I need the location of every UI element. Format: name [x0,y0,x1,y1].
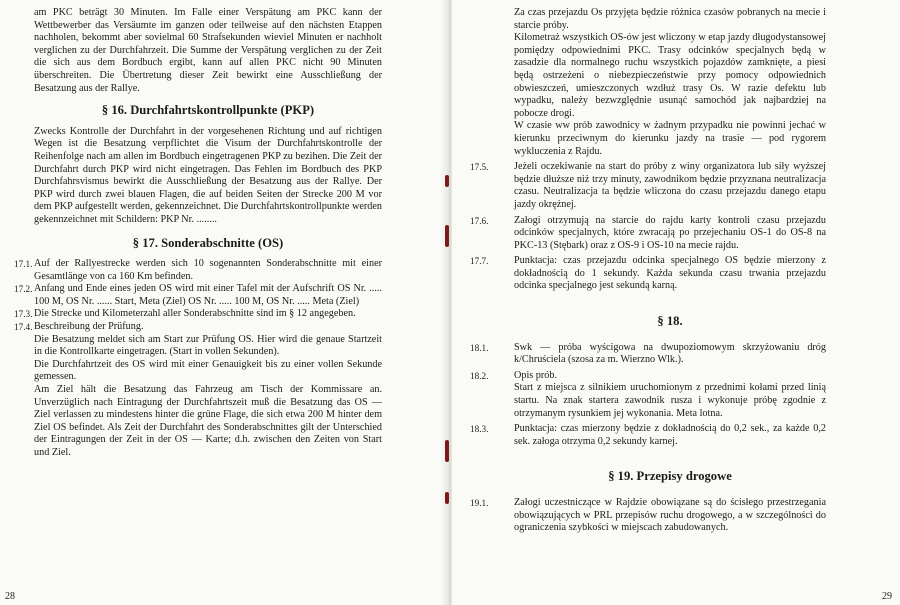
item-paragraph: Am Ziel hält die Besatzung das Fahrzeug am Tisch der Kommissare an. Unverzüglich nach Eintragung der Durchfahrtszeit muß die Besatzung das OS — Ziel verlassen zu mindestens hinter die grüne Flage, die sich etwa 200 M hinter dem Ziel OS befindet. Als Zeit der Durchfahrt des Sonderabschnittes gilt der Unterschied der Eintragungen der Zeit in der OS — Karte; d.h. zwischen den Zeiten von Start und Ziel. [34,384,382,458]
list-item [14,283,382,308]
item-number: 17.3. [14,309,33,320]
binding-mark [445,440,449,462]
item-text: Załogi otrzymują na starcie do rajdu karty kontroli czasu przejazdu odcinków specjalnych, które zwracają po przejechaniu OS-1 do OS-8 na PKC-13 (Stębark) oraz z OS-9 i OS-10 na mecie rajdu. [514,214,826,251]
item-number: 18.2. [470,370,489,381]
left-page [0,0,448,605]
item-number: 17.7. [470,256,489,267]
item-text: Beschreibung der Prüfung. [34,321,144,333]
item-text: Auf der Rallyestrecke werden sich 10 sogenannten Sonderabschnitte mit einer Gesamtlänge von ca 160 Km befinden. [34,258,382,282]
item-text: Die Strecke und Kilometerzahl aller Sonderabschnitte sind im § 12 angegeben. [34,308,356,320]
list-item [14,308,382,321]
item-text: Anfang und Ende eines jeden OS wird mit einer Tafel mit der Aufschrift OS Nr. ..... 100 M, OS Nr. ...... Start, Meta (Ziel) OS Nr. ..... 100 M, OS Nr. ..... Meta (Ziel) [34,283,382,307]
binding-mark [445,225,449,247]
section-19-heading: § 19. Przepisy drogowe [608,469,732,484]
section-16-heading: § 16. Durchfahrtskontrollpunkte (PKP) [101,103,315,118]
list-item [470,423,826,448]
continuation-paragraph: Za czas przejazdu Os przyjęta będzie różnica czasów pobranych na mecie i starcie próby. [514,7,826,31]
intro-paragraph: am PKC beträgt 30 Minuten. Im Falle einer Verspätung am PKC kann der Wettbewerber das Versäumte im ganzen oder teilweise auf den nächsten Etappen nachholen, bekommt aber sovielmal 60 Strafsekunden wieviel Minuten er nachholt verglichen zu der Durchfahrzeit. Die Summe der Verspätung verglichen zu der Zeit die sich aus dem Bordbuch ergibt, kann auf allen PKC nicht 90 Minuten überschreiten. Die Übertretung dieser Zeit bewirkt eine Ausschließung der Besatzung aus der Rallye. [34,7,382,94]
item-number: 19.1. [470,498,489,508]
list-item [470,497,826,535]
item-text: Opis prób. [514,369,558,381]
right-page-content [470,7,826,535]
continuation-paragraph: W czasie ww prób zawodnicy w żadnym przypadku nie powinni jechać w kierunku przeciwnym do kierunku jazdy na trasie — pod rygorem wykluczenia z Rajdu. [514,120,826,157]
item-number: 17.6. [470,215,489,226]
item-number: 17.2. [14,284,33,295]
list-item [514,382,826,420]
item-text: Punktacja: czas przejazdu odcinka specjalnego OS będzie mierzony z dokładnością do 1 sekundy. Każda sekunda czasu trwania przejazdu odcinka specjalnego jest sekundą karną. [514,255,826,292]
section-16-text: Zwecks Kontrolle der Durchfahrt in der vorgesehenen Richtung und auf richtigen Wegen ist die Besatzung verpflichtet die Visum der Durchfahrtskontrolle der Reihenfolge nach am allen im Bordbuch eingetragenen PKP zu bezihen. Die Zeit der Durchfahrt durch PKP wird nicht eingetragen. Das Fehlen im Bordbuch des PKP Durchfahrsvismus bewirkt die Ausschließung der Besatzung aus der Rallye. Der PKP wird durch zwei blauen Flagen, die auf beiden Seiten der Strecke 200 M vor dem PKP aufgestellt werden, gekennzeichnet. Die Durchfahrtskontrollpunkte werden gekennzeichnet mit Schildern: PKP Nr. ........ [34,125,382,225]
item-number: 17.4. [14,322,33,333]
continuation-paragraph: Kilometraż wszystkich OS-ów jest wliczony w etap jazdy długodystansowej pomiędzy odpowiednimi PKC. Trasy odcinków specjalnych będą w zasadzie dla normalnego ruchu wszystkich pojazdów zamknięte, a piesi będą ostrzeżeni o niebezpieczeństwie przy pomocy odpowiednich obwieszczeń, umieszczonych wzdłuż trasy Os. W razie defektu lub wypadku, należy bezwzględnie usunąć samochód jak najbardziej na pobocze drogi. [514,32,826,119]
list-item [14,258,382,283]
item-paragraph: Die Durchfahrtzeit des OS wird mit einer Genauigkeit bis zu einer vollen Sekunde gemessen. [34,358,382,383]
left-page-content [14,7,382,460]
section-17-heading: § 17. Sonderabschnitte (OS) [132,235,284,250]
list-item [470,369,826,383]
item-number: 18.3. [470,424,489,435]
list-item [470,255,826,293]
section-18-heading: § 18. [657,314,683,329]
item-number: 17.1. [14,259,33,270]
item-paragraph: Die Besatzung meldet sich am Start zur Prüfung OS. Hier wird die genaue Startzeit in die Kontrollkarte eingetragen. (Start in vollen Sekunden). [34,333,382,358]
list-item [14,321,382,334]
item-text: Start z miejsca z silnikiem uruchomionym z przednimi kołami przed linią startu. Na znak startera zawodnik rusza i wykonuje próbę zgodnie z otrzymanym rysunkiem jej wykonania. Meta lotna. [514,382,826,419]
item-text: Załogi uczestniczące w Rajdzie obowiązane są do ścisłego przestrzegania obowiązujących w PRL przepisów ruchu drogowego, a w szczególności do ograniczenia szybkości w miejscach zabudowanych. [514,497,826,534]
item-text: Punktacja: czas mierzony będzie z dokładnością do 0,2 sek., za każde 0,2 sek. załoga otrzyma 0,2 sekundy karnej. [514,423,826,447]
item-text: Jeżeli oczekiwanie na start do próby z winy organizatora lub siły wyższej będzie dłuższe niż trzy minuty, zawodnikom będzie przyznana neutralizacja czasu. Neutralizacja ta będzie wliczona do czasu przejazdu danego etapu jazdy okrężnej. [514,161,826,210]
list-item [470,161,826,211]
binding-mark [445,175,449,187]
list-item [470,214,826,253]
item-number: 17.5. [470,162,489,173]
right-page [452,0,900,605]
item-number: 18.1. [470,342,489,353]
page-number-left: 28 [5,591,15,602]
page-number-right: 29 [882,591,892,602]
item-text: Swk — próba wyścigowa na dwupoziomowym skrzyżowaniu dróg k/Chruściela (szosa za m. Wierzno Wlk.). [514,341,826,366]
binding-mark [445,492,449,504]
list-item [470,341,826,367]
